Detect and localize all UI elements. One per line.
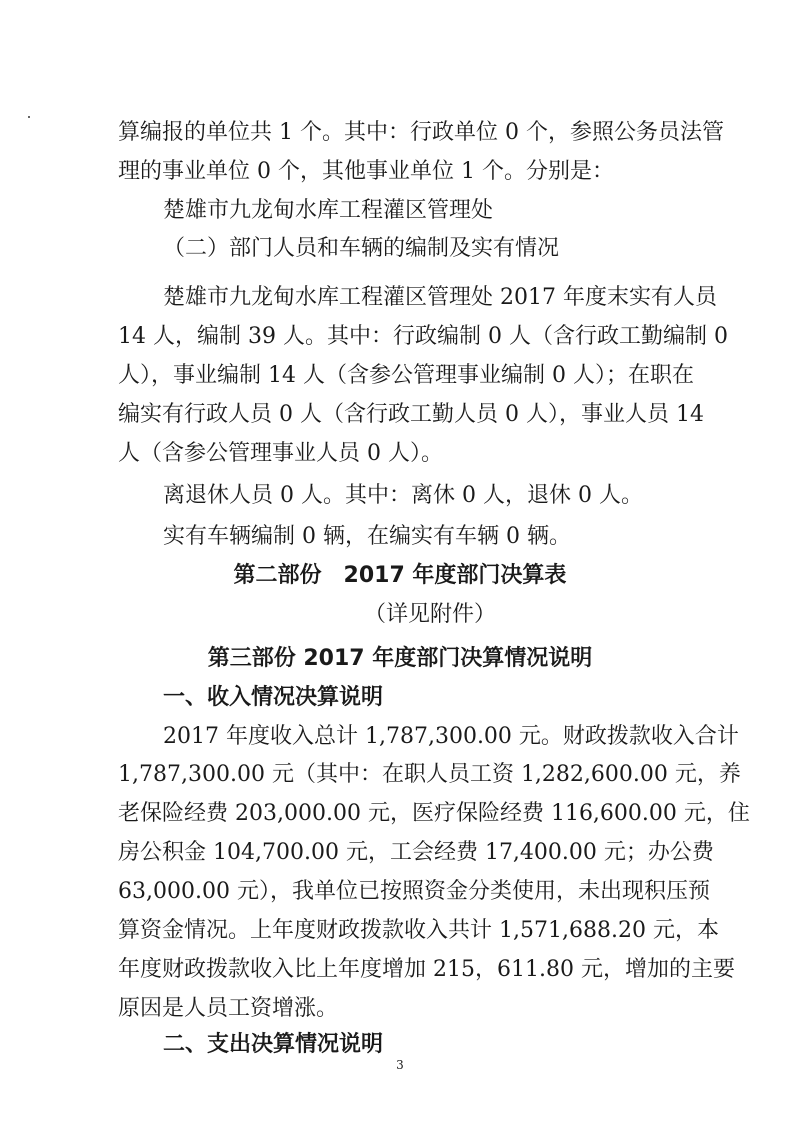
paragraph-line: 14 人，编制 39 人。其中：行政编制 0 人（含行政工勤编制 0 xyxy=(118,324,728,349)
unit-name-line: 楚雄市九龙甸水库工程灌区管理处 xyxy=(163,198,494,223)
page-number: 3 xyxy=(396,1058,404,1072)
paragraph-line: 1,787,300.00 元（其中：在职人员工资 1,282,600.00 元，养 xyxy=(118,762,741,787)
paragraph-line: 编实有行政人员 0 人（含行政工勤人员 0 人），事业人员 14 xyxy=(118,402,704,427)
paragraph-line: 原因是人员工资增涨。 xyxy=(118,996,339,1021)
see-attachment-note: （详见附件） xyxy=(363,602,496,627)
paragraph-line: 理的事业单位 0 个，其他事业单位 1 个。分别是： xyxy=(118,159,614,184)
paragraph-line: 房公积金 104,700.00 元，工会经费 17,400.00 元；办公费 xyxy=(118,840,714,865)
scan-speck xyxy=(28,116,30,118)
part-two-heading: 第二部份 2017 年度部门决算表 xyxy=(233,563,567,588)
paragraph-line: 人），事业编制 14 人（含参公管理事业编制 0 人）；在职在 xyxy=(118,363,694,388)
paragraph-line: 年度财政拨款收入比上年度增加 215，611.80 元，增加的主要 xyxy=(118,957,735,982)
paragraph-line: 63,000.00 元），我单位已按照资金分类使用，未出现积压预 xyxy=(118,879,710,904)
vehicles-line: 实有车辆编制 0 辆，在编实有车辆 0 辆。 xyxy=(163,524,571,549)
paragraph-line: 算编报的单位共 1 个。其中：行政单位 0 个，参照公务员法管 xyxy=(118,120,724,145)
paragraph-line: 算资金情况。上年度财政拨款收入共计 1,571,688.20 元，本 xyxy=(118,918,719,943)
part-three-heading: 第三部份 2017 年度部门决算情况说明 xyxy=(207,646,593,671)
paragraph-line: 楚雄市九龙甸水库工程灌区管理处 2017 年度末实有人员 xyxy=(163,285,717,310)
paragraph-line: 老保险经费 203,000.00 元，医疗保险经费 116,600.00 元，住 xyxy=(118,801,750,826)
income-section-heading: 一、收入情况决算说明 xyxy=(163,685,384,710)
expenditure-section-heading: 二、支出决算情况说明 xyxy=(163,1032,384,1057)
paragraph-line: 2017 年度收入总计 1,787,300.00 元。财政拨款收入合计 xyxy=(163,724,739,749)
paragraph-line: 人（含参公管理事业人员 0 人）。 xyxy=(118,441,443,466)
retirees-line: 离退休人员 0 人。其中：离休 0 人，退休 0 人。 xyxy=(163,483,643,508)
section-heading-personnel: （二）部门人员和车辆的编制及实有情况 xyxy=(163,236,560,261)
